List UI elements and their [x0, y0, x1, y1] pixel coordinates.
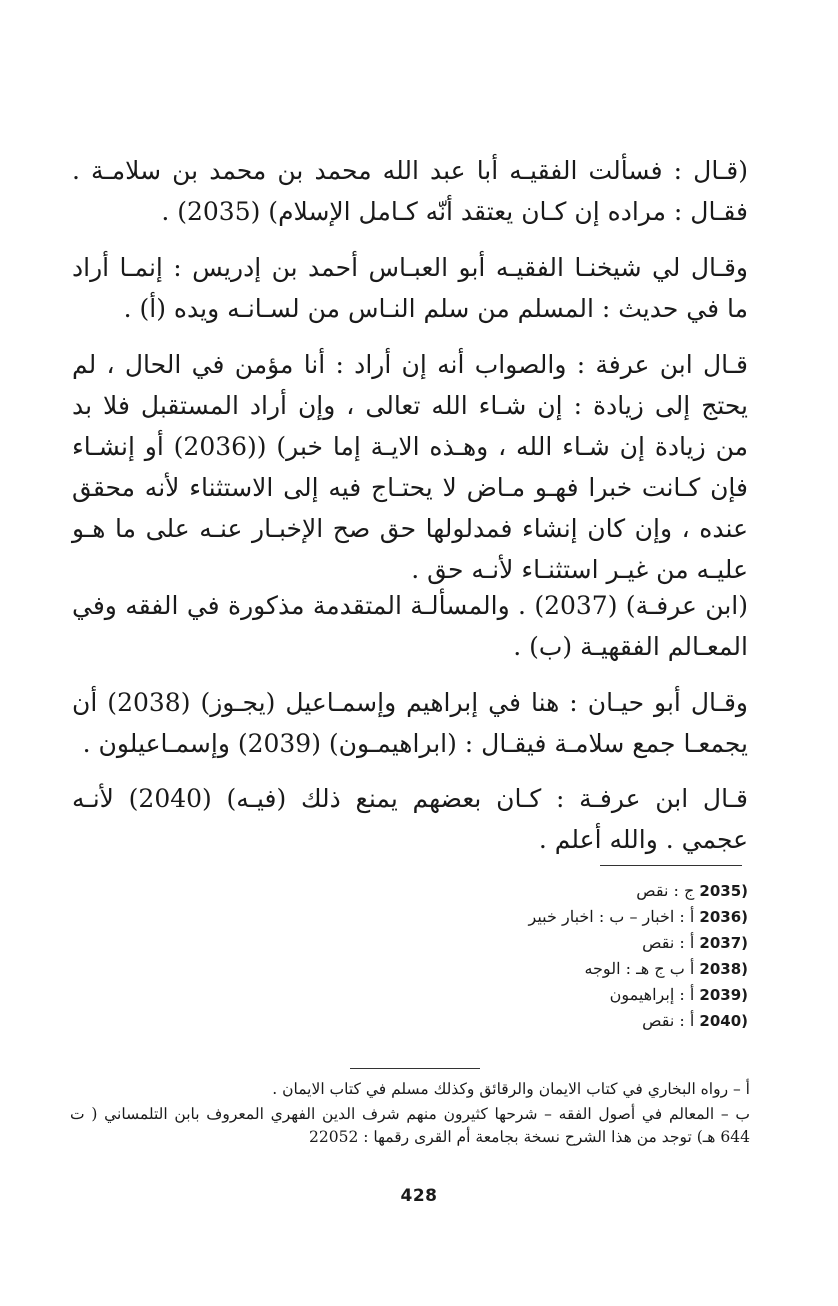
reference-footnotes [70, 1078, 750, 1151]
notes-divider [600, 865, 742, 866]
note-number: (2040 [699, 1012, 748, 1030]
reference-b: ب – المعالم في أصول الفقه – شرحها كثيرون منهم شرف الدين الفهري المعروف بابن التلمساني ( ت 644 هـ) توجد من هذا الشرح نسخة بجامعة أم القرى رقمها : 22052 [70, 1105, 750, 1146]
note-text: أ : نقص [642, 933, 695, 952]
page-number: 428 [400, 1186, 438, 1206]
variant-note [380, 930, 748, 956]
paragraph-4: (ابن عرفـة) (2037) . والمسألـة المتقدمة مذكورة في الفقه وفي المعـالم الفقهيـة (ب) . [72, 591, 748, 661]
note-text: أ : إبراهيمون [609, 985, 695, 1004]
paragraph-6: قـال ابن عرفـة : كـان بعضهم يمنع ذلك (فيـه) (2040) لأنـه عجمي . والله أعلم . [72, 784, 748, 854]
variant-note [380, 904, 748, 930]
note-number: (2039 [699, 986, 748, 1004]
paragraph-2: وقـال لي شيخنـا الفقيـه أبو العبـاس أحمد بن إدريس : إنمـا أراد ما في حديث : المسلم من سلم النـاس من لسـانـه ويده (أ) . [72, 253, 748, 323]
variant-note [380, 956, 748, 982]
paragraph-3: قـال ابن عرفة : والصواب أنه إن أراد : أنا مؤمن في الحال ، لم يحتج إلى زيادة : إن شـاء الله تعالى ، وإن أراد المستقبل فلا بد من زيادة إن شـاء الله ، وهـذه الايـة إما خبر) ((2036) أو إنشـاء فإن كـانت خبرا فهـو مـاض لا يحتـاج فيه إلى الاستثناء لأنه محقق عنده ، وإن كان إنشاء فمدلولها حق صح الإخبـار عنـه على ما هـو عليـه من غيـر استثنـاء لأنـه حق . [72, 350, 748, 584]
variant-notes [380, 878, 748, 1034]
paragraph-5: وقـال أبو حيـان : هنا في إبراهيم وإسمـاعيل (يجـوز) (2038) أن يجمعـا جمع سلامـة فيقـال : (ابراهيمـون) (2039) وإسمـاعيلون . [72, 688, 748, 758]
note-text: أ : نقص [642, 1011, 695, 1030]
variant-note [380, 1008, 748, 1034]
note-number: (2038 [699, 960, 748, 978]
note-number: (2036 [699, 908, 748, 926]
note-number: (2037 [699, 934, 748, 952]
reference-a: أ – رواه البخاري في كتاب الايمان والرقائق وكذلك مسلم في كتاب الايمان . [272, 1080, 750, 1098]
variant-note [380, 982, 748, 1008]
note-number: (2035 [699, 882, 748, 900]
note-text: ج : نقص [636, 881, 695, 900]
variant-note [380, 878, 748, 904]
references-divider [350, 1068, 480, 1069]
note-text: أ ب ج هـ : الوجه [584, 959, 695, 978]
note-text: أ : اخبار – ب : اخبار خبير [528, 907, 695, 926]
paragraph-1: (قـال : فسألت الفقيـه أبا عبد الله محمد بن محمد بن سلامـة . فقـال : مراده إن كـان يعتقد أنّه كـامل الإسلام) (2035) . [72, 156, 748, 226]
